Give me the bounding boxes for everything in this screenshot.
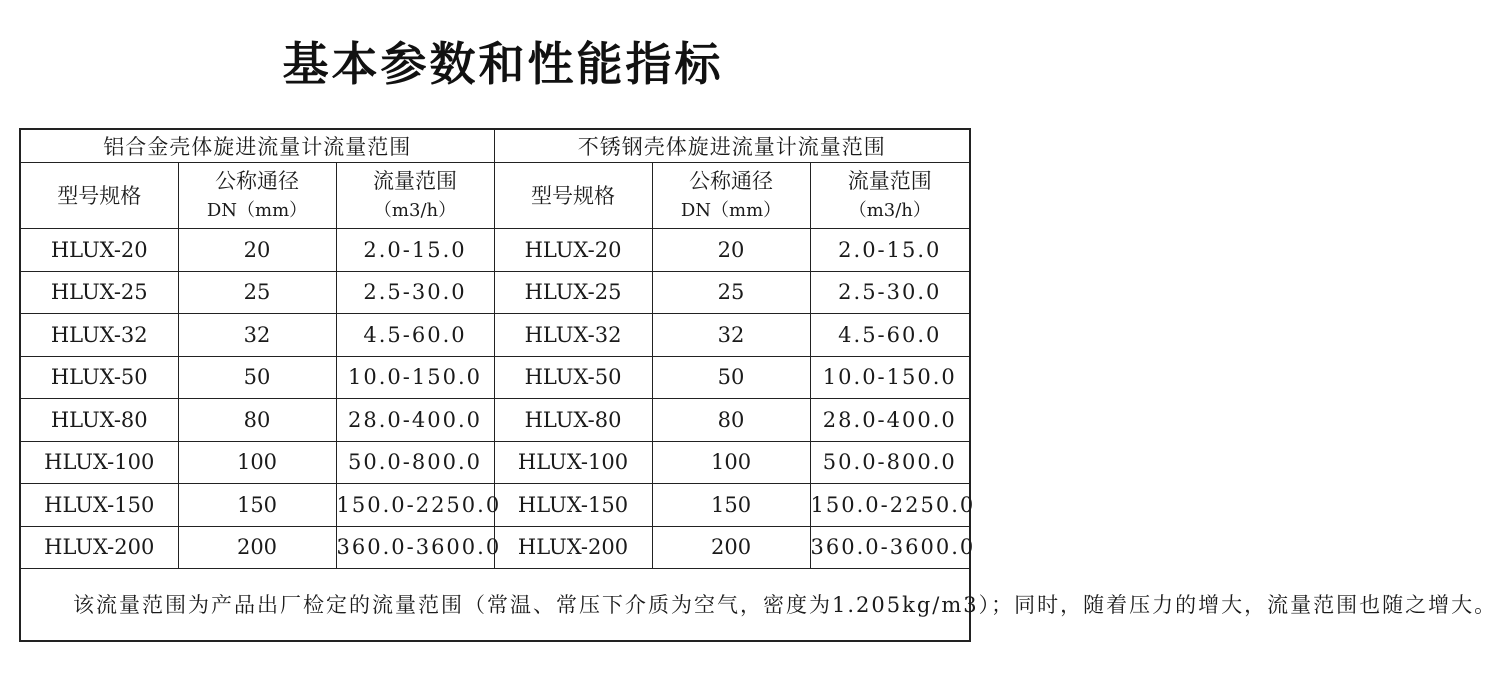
range-cell: 2.0-15.0 bbox=[810, 229, 970, 271]
model-cell: HLUX-25 bbox=[20, 271, 178, 313]
range-cell: 50.0-800.0 bbox=[336, 441, 494, 483]
model-cell: HLUX-80 bbox=[20, 399, 178, 441]
dn-cell: 32 bbox=[652, 314, 810, 356]
note-body: 该流量范围为产品出厂检定的流量范围（常温、常压下介质为空气，密度为1.205kg/m3）；同时，随着压力的增大，流量范围也随之增大。 bbox=[73, 592, 1497, 617]
range-cell: 10.0-150.0 bbox=[336, 356, 494, 398]
model-cell: HLUX-25 bbox=[494, 271, 652, 313]
table-row bbox=[20, 399, 970, 441]
table-row bbox=[20, 484, 970, 526]
model-cell: HLUX-200 bbox=[494, 526, 652, 569]
header-model: 型号规格 bbox=[20, 163, 178, 229]
dn-cell: 150 bbox=[178, 484, 336, 526]
range-cell: 150.0-2250.0 bbox=[336, 484, 494, 526]
range-cell: 2.5-30.0 bbox=[336, 271, 494, 313]
dn-cell: 20 bbox=[178, 229, 336, 271]
header-range-label: 流量范围 bbox=[847, 168, 932, 193]
spec-table bbox=[19, 128, 1497, 642]
dn-cell: 20 bbox=[652, 229, 810, 271]
dn-cell: 100 bbox=[178, 441, 336, 483]
header-range bbox=[810, 163, 970, 229]
header-range bbox=[336, 163, 494, 229]
model-cell: HLUX-32 bbox=[20, 314, 178, 356]
model-cell: HLUX-50 bbox=[494, 356, 652, 398]
range-cell: 4.5-60.0 bbox=[336, 314, 494, 356]
model-cell: HLUX-20 bbox=[20, 229, 178, 271]
range-cell: 28.0-400.0 bbox=[336, 399, 494, 441]
range-cell: 360.0-3600.0 bbox=[336, 526, 494, 569]
dn-cell: 25 bbox=[178, 271, 336, 313]
note-row bbox=[20, 569, 970, 641]
dn-cell: 50 bbox=[178, 356, 336, 398]
range-cell: 150.0-2250.0 bbox=[810, 484, 970, 526]
dn-cell: 200 bbox=[178, 526, 336, 569]
dn-cell: 80 bbox=[178, 399, 336, 441]
model-cell: HLUX-50 bbox=[20, 356, 178, 398]
dn-cell: 100 bbox=[652, 441, 810, 483]
page-title: 基本参数和性能指标 bbox=[282, 37, 724, 91]
header-model: 型号规格 bbox=[494, 163, 652, 229]
header-range-label: 流量范围 bbox=[373, 168, 458, 193]
dn-cell: 80 bbox=[652, 399, 810, 441]
dn-cell: 25 bbox=[652, 271, 810, 313]
group-title-stainless: 不锈钢壳体旋进流量计流量范围 bbox=[494, 129, 970, 163]
header-dn bbox=[652, 163, 810, 229]
model-cell: HLUX-150 bbox=[20, 484, 178, 526]
model-cell: HLUX-100 bbox=[20, 441, 178, 483]
table-row bbox=[20, 526, 970, 569]
range-cell: 2.5-30.0 bbox=[810, 271, 970, 313]
group-header-row bbox=[20, 129, 970, 163]
header-dn-label: 公称通径 bbox=[689, 168, 774, 193]
model-cell: HLUX-100 bbox=[494, 441, 652, 483]
header-dn-unit: DN（mm） bbox=[206, 199, 308, 221]
table-row bbox=[20, 441, 970, 483]
header-range-unit: （m3/h） bbox=[373, 199, 457, 221]
table-row bbox=[20, 314, 970, 356]
range-cell: 28.0-400.0 bbox=[810, 399, 970, 441]
table-row bbox=[20, 356, 970, 398]
header-dn-unit: DN（mm） bbox=[680, 199, 782, 221]
header-dn bbox=[178, 163, 336, 229]
range-cell: 360.0-3600.0 bbox=[810, 526, 970, 569]
dn-cell: 200 bbox=[652, 526, 810, 569]
dn-cell: 150 bbox=[652, 484, 810, 526]
range-cell: 50.0-800.0 bbox=[810, 441, 970, 483]
model-cell: HLUX-80 bbox=[494, 399, 652, 441]
column-header-row bbox=[20, 163, 970, 229]
range-cell: 4.5-60.0 bbox=[810, 314, 970, 356]
note-text bbox=[20, 569, 1497, 641]
model-cell: HLUX-20 bbox=[494, 229, 652, 271]
model-cell: HLUX-200 bbox=[20, 526, 178, 569]
model-cell: HLUX-150 bbox=[494, 484, 652, 526]
range-cell: 10.0-150.0 bbox=[810, 356, 970, 398]
header-range-unit: （m3/h） bbox=[848, 199, 931, 221]
header-dn-label: 公称通径 bbox=[215, 168, 299, 193]
table-row bbox=[20, 271, 970, 313]
model-cell: HLUX-32 bbox=[494, 314, 652, 356]
table-row bbox=[20, 229, 970, 271]
dn-cell: 50 bbox=[652, 356, 810, 398]
group-title-aluminum: 铝合金壳体旋进流量计流量范围 bbox=[20, 129, 494, 163]
range-cell: 2.0-15.0 bbox=[336, 229, 494, 271]
dn-cell: 32 bbox=[178, 314, 336, 356]
